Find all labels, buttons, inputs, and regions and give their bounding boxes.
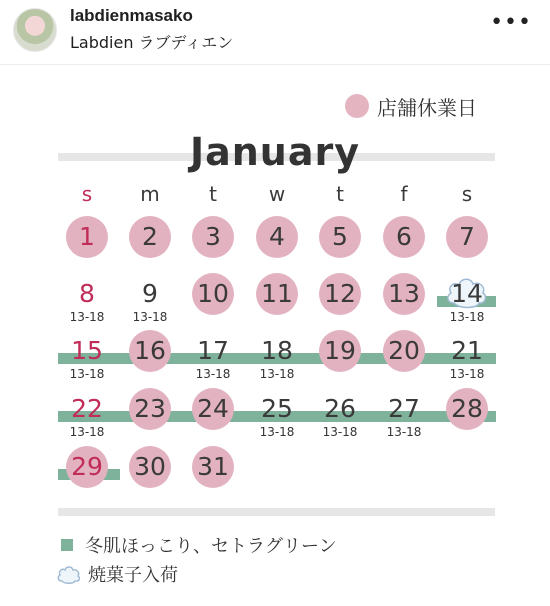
opening-hours: 13-18 bbox=[195, 367, 231, 381]
calendar-day bbox=[319, 388, 361, 430]
day-number: 17 bbox=[197, 336, 229, 365]
calendar-day bbox=[383, 216, 425, 258]
calendar-day bbox=[66, 388, 108, 430]
day-number: 19 bbox=[324, 336, 356, 365]
day-number: 6 bbox=[396, 222, 412, 251]
weekday-label: s bbox=[81, 182, 93, 206]
day-number: 15 bbox=[71, 336, 103, 365]
legend-cloud-label: 焼菓子入荷 bbox=[88, 565, 178, 586]
day-number: 5 bbox=[332, 222, 348, 251]
day-number: 21 bbox=[451, 336, 483, 365]
account-subtitle[interactable]: Labdien ラブディエン bbox=[70, 33, 234, 52]
day-number: 13 bbox=[388, 279, 420, 308]
day-number: 3 bbox=[205, 222, 221, 251]
calendar-day bbox=[192, 273, 234, 315]
opening-hours: 13-18 bbox=[259, 425, 295, 439]
day-number: 4 bbox=[269, 222, 285, 251]
calendar-day bbox=[192, 330, 234, 372]
closed-dot-icon bbox=[345, 94, 369, 118]
more-options-icon[interactable]: ••• bbox=[490, 10, 532, 35]
calendar-day bbox=[66, 330, 108, 372]
calendar-day bbox=[256, 330, 298, 372]
day-number: 26 bbox=[324, 394, 356, 423]
calendar-day bbox=[66, 216, 108, 258]
calendar-day bbox=[446, 273, 488, 315]
calendar-day bbox=[129, 388, 171, 430]
month-title: January bbox=[189, 130, 361, 174]
opening-hours: 13-18 bbox=[69, 367, 105, 381]
day-number: 2 bbox=[142, 222, 158, 251]
calendar-day bbox=[66, 446, 108, 488]
opening-hours: 13-18 bbox=[259, 367, 295, 381]
calendar-day bbox=[383, 330, 425, 372]
day-number: 8 bbox=[79, 279, 95, 308]
calendar-day bbox=[192, 446, 234, 488]
calendar-day bbox=[66, 273, 108, 315]
legend-green-label: 冬肌ほっこり、セトラグリーン bbox=[85, 536, 337, 557]
calendar-day bbox=[256, 388, 298, 430]
green-square-icon bbox=[61, 539, 73, 551]
weekday-label: t bbox=[336, 182, 344, 206]
calendar-day bbox=[129, 446, 171, 488]
legend-green bbox=[60, 532, 337, 558]
calendar-day bbox=[383, 388, 425, 430]
avatar[interactable] bbox=[13, 8, 57, 52]
day-number: 30 bbox=[134, 452, 166, 481]
day-number: 14 bbox=[451, 279, 483, 308]
calendar-day bbox=[256, 216, 298, 258]
day-number: 20 bbox=[388, 336, 420, 365]
weekday-label: f bbox=[400, 182, 408, 206]
opening-hours: 13-18 bbox=[386, 425, 422, 439]
calendar-day bbox=[129, 216, 171, 258]
day-number: 18 bbox=[261, 336, 293, 365]
calendar-day bbox=[192, 388, 234, 430]
day-number: 9 bbox=[142, 279, 158, 308]
weekday-label: m bbox=[140, 182, 160, 206]
opening-hours: 13-18 bbox=[322, 425, 358, 439]
calendar-day bbox=[383, 273, 425, 315]
post-header bbox=[0, 0, 550, 64]
calendar-day bbox=[446, 330, 488, 372]
opening-hours: 13-18 bbox=[69, 425, 105, 439]
day-number: 31 bbox=[197, 452, 229, 481]
calendar-day bbox=[129, 273, 171, 315]
opening-hours: 13-18 bbox=[132, 310, 168, 324]
legend-closed-days bbox=[345, 94, 477, 118]
calendar-day bbox=[256, 273, 298, 315]
day-number: 12 bbox=[324, 279, 356, 308]
day-number: 10 bbox=[197, 279, 229, 308]
calendar-day bbox=[446, 216, 488, 258]
day-number: 22 bbox=[71, 394, 103, 423]
opening-hours: 13-18 bbox=[69, 310, 105, 324]
username[interactable]: labdienmasako bbox=[70, 6, 193, 25]
weekday-label: w bbox=[268, 182, 286, 206]
legend-closed-label: 店舗休業日 bbox=[377, 95, 477, 120]
day-number: 24 bbox=[197, 394, 229, 423]
day-number: 25 bbox=[261, 394, 293, 423]
opening-hours: 13-18 bbox=[449, 367, 485, 381]
day-number: 27 bbox=[388, 394, 420, 423]
opening-hours: 13-18 bbox=[449, 310, 485, 324]
day-number: 23 bbox=[134, 394, 166, 423]
calendar-day bbox=[192, 216, 234, 258]
calendar-day bbox=[319, 330, 361, 372]
day-number: 29 bbox=[71, 452, 103, 481]
legend-cloud bbox=[56, 561, 178, 587]
cloud-icon bbox=[56, 562, 82, 586]
calendar-day bbox=[446, 388, 488, 430]
day-number: 16 bbox=[134, 336, 166, 365]
day-number: 11 bbox=[261, 279, 293, 308]
weekday-label: t bbox=[209, 182, 217, 206]
calendar-day bbox=[319, 273, 361, 315]
bottom-divider-bar bbox=[58, 508, 495, 516]
day-number: 1 bbox=[79, 222, 95, 251]
day-number: 7 bbox=[459, 222, 475, 251]
calendar-day bbox=[129, 330, 171, 372]
day-number: 28 bbox=[451, 394, 483, 423]
calendar-day bbox=[319, 216, 361, 258]
weekday-label: s bbox=[461, 182, 473, 206]
